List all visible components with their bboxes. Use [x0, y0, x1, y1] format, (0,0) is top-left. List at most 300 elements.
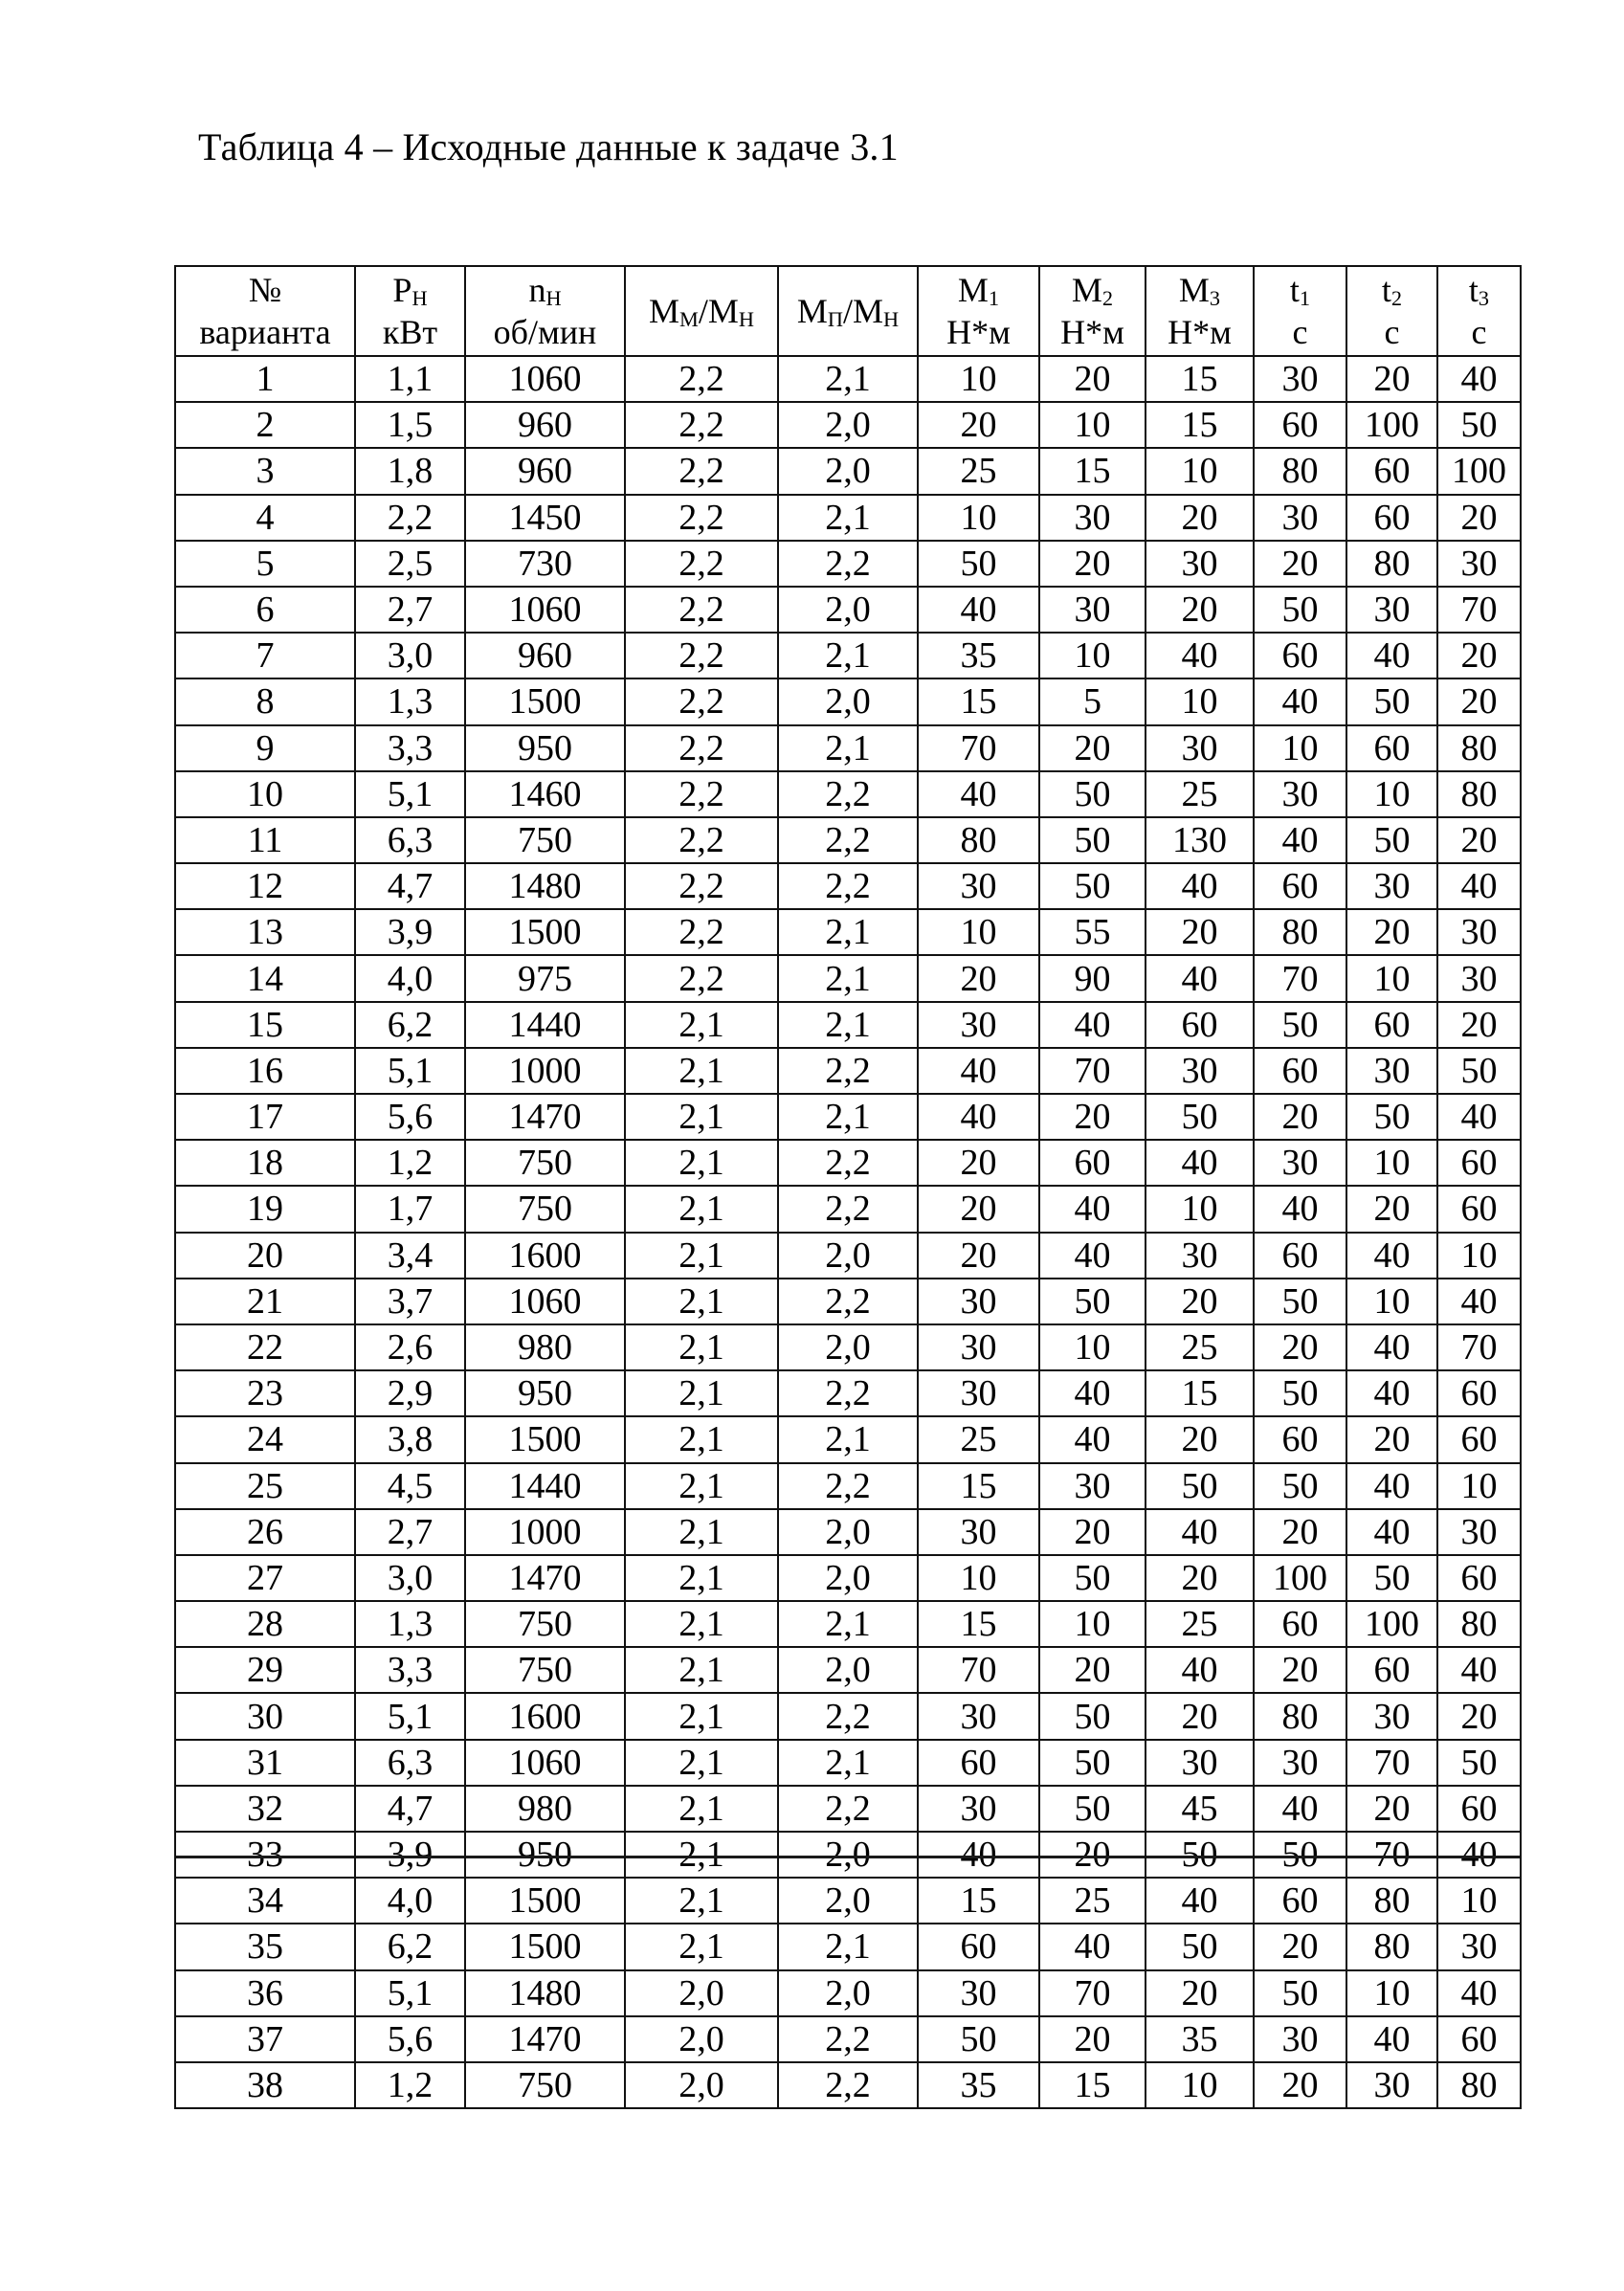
cell-mm-ratio: 2,1	[625, 1509, 778, 1555]
cell-t2: 20	[1346, 909, 1437, 955]
table-row	[175, 863, 1521, 909]
cell-t3: 20	[1437, 633, 1521, 678]
table-row	[175, 1786, 1521, 1832]
cell-t1: 20	[1254, 1324, 1346, 1370]
header-speed-unit: об/мин	[493, 313, 597, 351]
cell-power: 1,3	[355, 678, 465, 724]
cell-m3: 50	[1146, 1463, 1254, 1509]
cell-mm-ratio: 2,1	[625, 1370, 778, 1416]
cell-m2: 50	[1039, 1740, 1146, 1786]
cell-power: 3,7	[355, 1279, 465, 1324]
cell-m2: 55	[1039, 909, 1146, 955]
cell-t1: 30	[1254, 1740, 1346, 1786]
cell-mm-ratio: 2,1	[625, 1186, 778, 1232]
cell-t1: 30	[1254, 495, 1346, 541]
cell-m1: 60	[918, 1740, 1039, 1786]
cell-power: 3,3	[355, 1647, 465, 1693]
table-row	[175, 1924, 1521, 1969]
cell-speed: 1600	[465, 1693, 625, 1739]
cell-t3: 20	[1437, 1693, 1521, 1739]
cell-speed: 980	[465, 1324, 625, 1370]
cell-variant: 12	[175, 863, 355, 909]
cell-t3: 40	[1437, 1970, 1521, 2016]
cell-mm-ratio: 2,2	[625, 402, 778, 448]
cell-t3: 30	[1437, 909, 1521, 955]
table-row	[175, 1048, 1521, 1094]
header-mp-ratio	[778, 266, 918, 356]
cell-m2: 10	[1039, 633, 1146, 678]
cell-m3: 10	[1146, 678, 1254, 724]
cell-m1: 20	[918, 1186, 1039, 1232]
cell-t2: 30	[1346, 2062, 1437, 2108]
cell-t1: 40	[1254, 1186, 1346, 1232]
cell-speed: 1450	[465, 495, 625, 541]
cell-power: 1,1	[355, 356, 465, 402]
cell-t2: 50	[1346, 678, 1437, 724]
header-mp-ratio-label: $M_П/M_Н$	[796, 292, 900, 332]
cell-t1: 60	[1254, 863, 1346, 909]
cell-t1: 20	[1254, 1509, 1346, 1555]
cell-m1: 25	[918, 1416, 1039, 1462]
cell-m3: 15	[1146, 356, 1254, 402]
cell-m2: 50	[1039, 771, 1146, 817]
cell-m1: 10	[918, 356, 1039, 402]
cell-m1: 40	[918, 1048, 1039, 1094]
cell-power: 4,0	[355, 1878, 465, 1924]
cell-variant: 16	[175, 1048, 355, 1094]
cell-m2: 50	[1039, 817, 1146, 863]
header-t3	[1437, 266, 1521, 356]
header-t3-symbol: $t_3$	[1468, 271, 1490, 311]
cell-mp-ratio: 2,1	[778, 1601, 918, 1647]
cell-speed: 1470	[465, 2016, 625, 2062]
cell-m2: 25	[1039, 1878, 1146, 1924]
cell-m2: 50	[1039, 1555, 1146, 1601]
cell-variant: 9	[175, 725, 355, 771]
cell-variant: 34	[175, 1878, 355, 1924]
table-row	[175, 1740, 1521, 1786]
table-row	[175, 1647, 1521, 1693]
cell-m3: 30	[1146, 1740, 1254, 1786]
cell-t2: 50	[1346, 1094, 1437, 1140]
cell-m1: 50	[918, 2016, 1039, 2062]
cell-t2: 30	[1346, 863, 1437, 909]
cell-t1: 50	[1254, 1370, 1346, 1416]
cell-t3: 40	[1437, 1279, 1521, 1324]
table-caption: Таблица 4 – Исходные данные к задаче 3.1	[198, 125, 899, 168]
cell-mp-ratio: 2,0	[778, 1647, 918, 1693]
cell-mp-ratio: 2,2	[778, 1786, 918, 1832]
cell-m2: 20	[1039, 725, 1146, 771]
cell-m2: 30	[1039, 587, 1146, 633]
cell-mp-ratio: 2,1	[778, 356, 918, 402]
table-row	[175, 402, 1521, 448]
table-row	[175, 2016, 1521, 2062]
cell-m2: 10	[1039, 402, 1146, 448]
cell-power: 1,2	[355, 2062, 465, 2108]
cell-t2: 70	[1346, 1832, 1437, 1878]
cell-mp-ratio: 2,1	[778, 1416, 918, 1462]
cell-m3: 40	[1146, 955, 1254, 1001]
header-row	[175, 266, 1521, 356]
cell-mm-ratio: 2,1	[625, 1601, 778, 1647]
cell-t2: 10	[1346, 1970, 1437, 2016]
cell-mp-ratio: 2,0	[778, 402, 918, 448]
cell-speed: 1060	[465, 356, 625, 402]
cell-mm-ratio: 2,0	[625, 2016, 778, 2062]
table-row	[175, 1416, 1521, 1462]
cell-t2: 50	[1346, 817, 1437, 863]
cell-power: 5,1	[355, 1970, 465, 2016]
cell-variant: 19	[175, 1186, 355, 1232]
cell-m1: 15	[918, 678, 1039, 724]
cell-mp-ratio: 2,0	[778, 678, 918, 724]
cell-m2: 40	[1039, 1924, 1146, 1969]
cell-m1: 25	[918, 448, 1039, 494]
cell-t3: 30	[1437, 1924, 1521, 1969]
cell-mp-ratio: 2,1	[778, 955, 918, 1001]
cell-mm-ratio: 2,2	[625, 817, 778, 863]
cell-speed: 750	[465, 1186, 625, 1232]
cell-variant: 26	[175, 1509, 355, 1555]
cell-m1: 30	[918, 1693, 1039, 1739]
cell-speed: 975	[465, 955, 625, 1001]
cell-m2: 40	[1039, 1416, 1146, 1462]
header-m3	[1146, 266, 1254, 356]
cell-mm-ratio: 2,2	[625, 678, 778, 724]
cell-t2: 60	[1346, 448, 1437, 494]
table-row	[175, 356, 1521, 402]
header-m2-symbol: $M_2$	[1071, 271, 1114, 311]
cell-t2: 70	[1346, 1740, 1437, 1786]
cell-m3: 15	[1146, 402, 1254, 448]
cell-m3: 10	[1146, 448, 1254, 494]
cell-variant: 8	[175, 678, 355, 724]
cell-variant: 1	[175, 356, 355, 402]
cell-t3: 40	[1437, 863, 1521, 909]
cell-mm-ratio: 2,1	[625, 1324, 778, 1370]
cell-power: 3,4	[355, 1233, 465, 1279]
cell-mm-ratio: 2,1	[625, 1094, 778, 1140]
cell-t3: 40	[1437, 1832, 1521, 1878]
cell-t1: 30	[1254, 1140, 1346, 1186]
cell-m3: 20	[1146, 1279, 1254, 1324]
cell-m3: 30	[1146, 1048, 1254, 1094]
cell-power: 1,8	[355, 448, 465, 494]
header-power	[355, 266, 465, 356]
cell-m1: 15	[918, 1878, 1039, 1924]
table-body	[175, 356, 1521, 2108]
header-speed	[465, 266, 625, 356]
cell-speed: 1500	[465, 678, 625, 724]
table-row	[175, 1970, 1521, 2016]
cell-power: 2,2	[355, 495, 465, 541]
cell-t1: 50	[1254, 587, 1346, 633]
cell-power: 4,7	[355, 1786, 465, 1832]
cell-t2: 10	[1346, 1140, 1437, 1186]
cell-m1: 10	[918, 495, 1039, 541]
header-power-symbol: $P_Н$	[392, 271, 428, 311]
cell-power: 6,2	[355, 1924, 465, 1969]
cell-variant: 14	[175, 955, 355, 1001]
table-row	[175, 678, 1521, 724]
cell-variant: 28	[175, 1601, 355, 1647]
cell-m3: 25	[1146, 1324, 1254, 1370]
cell-mp-ratio: 2,0	[778, 1233, 918, 1279]
cell-m3: 20	[1146, 1970, 1254, 2016]
cell-mp-ratio: 2,2	[778, 1693, 918, 1739]
cell-m1: 40	[918, 1094, 1039, 1140]
cell-mm-ratio: 2,1	[625, 1693, 778, 1739]
cell-m1: 15	[918, 1601, 1039, 1647]
cell-t3: 100	[1437, 448, 1521, 494]
cell-m1: 50	[918, 541, 1039, 587]
cell-t3: 60	[1437, 2016, 1521, 2062]
cell-mm-ratio: 2,2	[625, 955, 778, 1001]
cell-t2: 20	[1346, 1416, 1437, 1462]
cell-power: 5,1	[355, 1693, 465, 1739]
cell-t1: 10	[1254, 725, 1346, 771]
cell-speed: 1000	[465, 1048, 625, 1094]
cell-speed: 960	[465, 633, 625, 678]
cell-t3: 30	[1437, 541, 1521, 587]
cell-t3: 80	[1437, 1601, 1521, 1647]
cell-t1: 70	[1254, 955, 1346, 1001]
table-row	[175, 725, 1521, 771]
cell-m3: 50	[1146, 1094, 1254, 1140]
cell-t3: 30	[1437, 955, 1521, 1001]
cell-mm-ratio: 2,2	[625, 587, 778, 633]
table-row	[175, 1370, 1521, 1416]
cell-power: 3,9	[355, 909, 465, 955]
cell-t3: 60	[1437, 1416, 1521, 1462]
cell-mm-ratio: 2,1	[625, 1416, 778, 1462]
cell-variant: 21	[175, 1279, 355, 1324]
cell-mm-ratio: 2,1	[625, 1140, 778, 1186]
cell-mp-ratio: 2,2	[778, 2016, 918, 2062]
cell-power: 3,3	[355, 725, 465, 771]
cell-t1: 100	[1254, 1555, 1346, 1601]
header-m3-symbol: $M_3$	[1178, 271, 1221, 311]
cell-mp-ratio: 2,2	[778, 1463, 918, 1509]
cell-power: 4,0	[355, 955, 465, 1001]
cell-power: 3,8	[355, 1416, 465, 1462]
cell-t1: 60	[1254, 1601, 1346, 1647]
cell-m2: 50	[1039, 1786, 1146, 1832]
header-variant-symbol: №	[248, 271, 282, 309]
header-t2-symbol: $t_2$	[1381, 271, 1403, 311]
cell-speed: 750	[465, 2062, 625, 2108]
cell-mm-ratio: 2,2	[625, 541, 778, 587]
cell-t3: 20	[1437, 817, 1521, 863]
cell-m1: 40	[918, 1832, 1039, 1878]
table-row	[175, 1094, 1521, 1140]
cell-t2: 20	[1346, 356, 1437, 402]
cell-variant: 15	[175, 1002, 355, 1048]
cell-t1: 60	[1254, 1233, 1346, 1279]
cell-m2: 20	[1039, 2016, 1146, 2062]
cell-t3: 10	[1437, 1233, 1521, 1279]
cell-t3: 50	[1437, 1048, 1521, 1094]
cell-t3: 60	[1437, 1370, 1521, 1416]
cell-mp-ratio: 2,0	[778, 1324, 918, 1370]
cell-variant: 33	[175, 1832, 355, 1878]
cell-speed: 1600	[465, 1233, 625, 1279]
cell-t1: 20	[1254, 1924, 1346, 1969]
cell-t3: 60	[1437, 1186, 1521, 1232]
cell-m1: 35	[918, 633, 1039, 678]
cell-speed: 1500	[465, 909, 625, 955]
cell-m1: 30	[918, 863, 1039, 909]
cell-m3: 130	[1146, 817, 1254, 863]
cell-power: 1,7	[355, 1186, 465, 1232]
cell-m3: 10	[1146, 2062, 1254, 2108]
cell-mp-ratio: 2,2	[778, 541, 918, 587]
cell-m1: 70	[918, 725, 1039, 771]
cell-m2: 60	[1039, 1140, 1146, 1186]
cell-mp-ratio: 2,0	[778, 1878, 918, 1924]
cell-t1: 20	[1254, 2062, 1346, 2108]
cell-t2: 60	[1346, 725, 1437, 771]
cell-t1: 60	[1254, 633, 1346, 678]
cell-variant: 2	[175, 402, 355, 448]
cell-t2: 40	[1346, 2016, 1437, 2062]
cell-speed: 950	[465, 1370, 625, 1416]
table-row	[175, 1186, 1521, 1232]
table-row	[175, 955, 1521, 1001]
cell-mp-ratio: 2,1	[778, 725, 918, 771]
cell-t2: 40	[1346, 1370, 1437, 1416]
cell-mm-ratio: 2,1	[625, 1647, 778, 1693]
cell-t2: 60	[1346, 1002, 1437, 1048]
cell-t2: 100	[1346, 402, 1437, 448]
header-speed-symbol: $n_Н$	[528, 271, 562, 311]
cell-m2: 40	[1039, 1233, 1146, 1279]
cell-m3: 40	[1146, 1878, 1254, 1924]
cell-m1: 80	[918, 817, 1039, 863]
header-mm-ratio	[625, 266, 778, 356]
header-power-unit: кВт	[382, 313, 438, 351]
cell-t3: 50	[1437, 402, 1521, 448]
table-row	[175, 817, 1521, 863]
cell-mp-ratio: 2,2	[778, 1048, 918, 1094]
cell-m2: 20	[1039, 1647, 1146, 1693]
header-t1-unit: с	[1292, 313, 1308, 351]
cell-m2: 50	[1039, 863, 1146, 909]
cell-t2: 40	[1346, 1324, 1437, 1370]
table-row	[175, 1233, 1521, 1279]
cell-m1: 40	[918, 587, 1039, 633]
cell-variant: 31	[175, 1740, 355, 1786]
table-row	[175, 2062, 1521, 2108]
cell-t3: 20	[1437, 678, 1521, 724]
cell-m2: 50	[1039, 1693, 1146, 1739]
cell-t2: 40	[1346, 1509, 1437, 1555]
cell-m3: 20	[1146, 1693, 1254, 1739]
cell-t1: 20	[1254, 541, 1346, 587]
cell-mp-ratio: 2,2	[778, 863, 918, 909]
cell-power: 5,6	[355, 1094, 465, 1140]
header-mm-ratio-label: $M_М/M_Н$	[649, 292, 754, 332]
cell-t2: 80	[1346, 1878, 1437, 1924]
cell-power: 6,3	[355, 1740, 465, 1786]
cell-variant: 36	[175, 1970, 355, 2016]
cell-t2: 10	[1346, 955, 1437, 1001]
cell-variant: 6	[175, 587, 355, 633]
cell-speed: 960	[465, 402, 625, 448]
cell-t3: 40	[1437, 1094, 1521, 1140]
cell-t1: 80	[1254, 1693, 1346, 1739]
cell-m3: 15	[1146, 1370, 1254, 1416]
cell-m2: 70	[1039, 1048, 1146, 1094]
cell-variant: 20	[175, 1233, 355, 1279]
header-t3-unit: с	[1471, 313, 1487, 351]
cell-mp-ratio: 2,2	[778, 1370, 918, 1416]
cell-variant: 25	[175, 1463, 355, 1509]
cell-power: 2,6	[355, 1324, 465, 1370]
cell-m2: 90	[1039, 955, 1146, 1001]
cell-speed: 1500	[465, 1416, 625, 1462]
cell-t3: 60	[1437, 1786, 1521, 1832]
table-row	[175, 448, 1521, 494]
cell-mm-ratio: 2,1	[625, 1048, 778, 1094]
cell-m3: 30	[1146, 541, 1254, 587]
cell-t3: 80	[1437, 771, 1521, 817]
table-row	[175, 1279, 1521, 1324]
cell-t2: 40	[1346, 1463, 1437, 1509]
cell-t3: 40	[1437, 1647, 1521, 1693]
cell-power: 2,5	[355, 541, 465, 587]
cell-m3: 30	[1146, 1233, 1254, 1279]
cell-t2: 20	[1346, 1186, 1437, 1232]
cell-m1: 20	[918, 1233, 1039, 1279]
cell-speed: 730	[465, 541, 625, 587]
cell-speed: 1000	[465, 1509, 625, 1555]
cell-m3: 60	[1146, 1002, 1254, 1048]
cell-power: 1,3	[355, 1601, 465, 1647]
header-variant	[175, 266, 355, 356]
cell-speed: 1500	[465, 1924, 625, 1969]
cell-mm-ratio: 2,0	[625, 2062, 778, 2108]
cell-power: 5,6	[355, 2016, 465, 2062]
cell-mm-ratio: 2,1	[625, 1924, 778, 1969]
cell-speed: 1470	[465, 1555, 625, 1601]
cell-mp-ratio: 2,2	[778, 1140, 918, 1186]
cell-m3: 20	[1146, 587, 1254, 633]
cell-variant: 4	[175, 495, 355, 541]
cell-power: 2,7	[355, 1509, 465, 1555]
cell-m1: 30	[918, 1970, 1039, 2016]
table-row	[175, 1002, 1521, 1048]
cell-mm-ratio: 2,1	[625, 1463, 778, 1509]
cell-power: 3,0	[355, 1555, 465, 1601]
cell-t1: 60	[1254, 402, 1346, 448]
cell-t2: 40	[1346, 1233, 1437, 1279]
table-row	[175, 1140, 1521, 1186]
cell-m3: 40	[1146, 1140, 1254, 1186]
table-row	[175, 909, 1521, 955]
cell-t1: 80	[1254, 909, 1346, 955]
cell-speed: 960	[465, 448, 625, 494]
cell-mp-ratio: 2,0	[778, 1509, 918, 1555]
cell-t2: 80	[1346, 1924, 1437, 1969]
cell-t2: 10	[1346, 1279, 1437, 1324]
header-t2-unit: с	[1384, 313, 1400, 351]
cell-speed: 750	[465, 817, 625, 863]
cell-power: 5,1	[355, 1048, 465, 1094]
cell-speed: 1060	[465, 587, 625, 633]
table-row	[175, 1601, 1521, 1647]
